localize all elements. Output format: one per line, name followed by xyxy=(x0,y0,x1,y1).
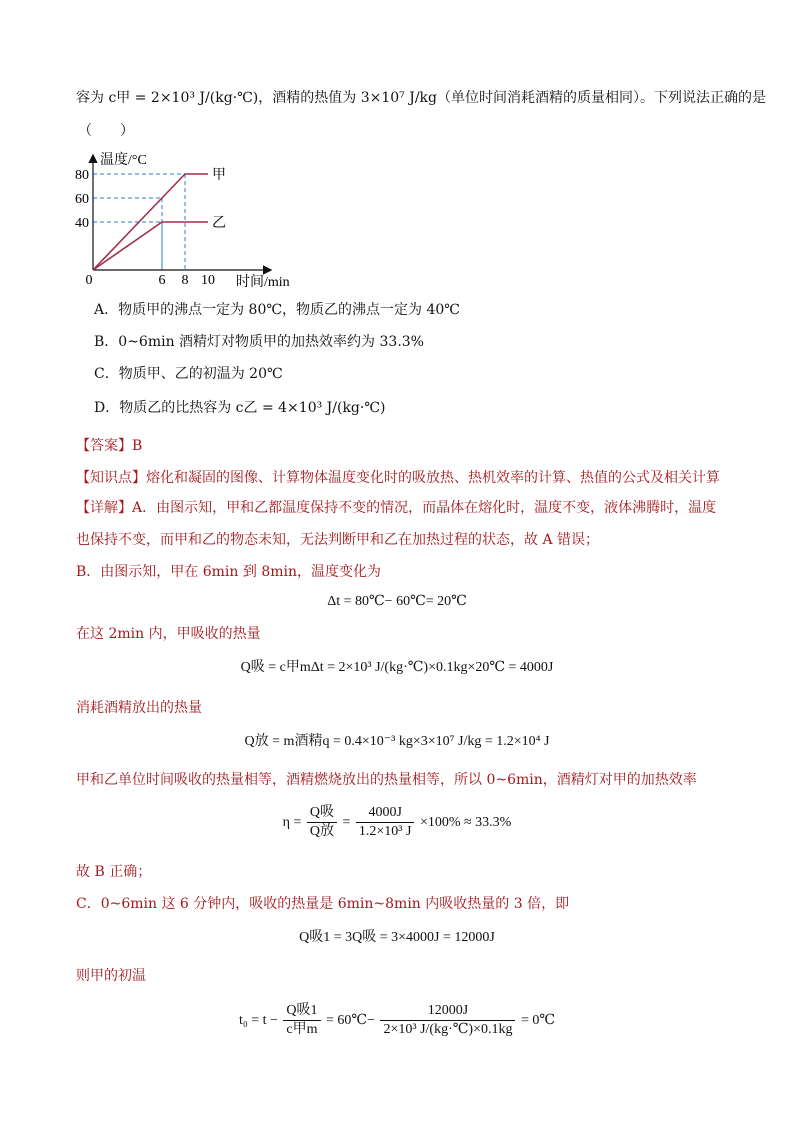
eta-fraction-1 xyxy=(307,804,337,841)
eta-rhs: ×100% ≈ 33.3% xyxy=(419,815,512,830)
formula-q1: Q吸1 = 3Q吸 = 3×4000J = 12000J xyxy=(299,930,495,945)
detail-line-a1 xyxy=(76,498,716,518)
y-tick-60: 60 xyxy=(75,192,89,207)
detail-b3: 消耗酒精放出的热量 xyxy=(76,700,202,716)
question-intro: 容为 c甲 = 2×10³ J/(kg·℃)，酒精的热值为 3×10⁷ J/kg（单位时间消耗酒精的质量相同）。下列说法正确的是 xyxy=(76,90,766,106)
y-tick-labels xyxy=(75,168,89,231)
t0-num2: 12000J xyxy=(380,1002,515,1021)
temperature-time-chart xyxy=(70,148,300,288)
knowledge-tag: 【知识点】 xyxy=(76,470,146,486)
detail-b4: 甲和乙单位时间吸收的热量相等，酒精燃烧放出的热量相等，所以 0~6min，酒精灯对甲的加热效率 xyxy=(76,772,697,788)
series-labels xyxy=(212,167,226,231)
t0-den1: c甲m xyxy=(286,1022,318,1038)
x-tick-0: 0 xyxy=(85,273,93,288)
series-line-1 xyxy=(93,222,208,270)
series-label-0: 甲 xyxy=(212,168,226,183)
answer-blank: （ ） xyxy=(78,123,134,139)
detail-c1: C．0~6min 这 6 分钟内，吸收的热量是 6min~8min 内吸收热量的 3 倍，即 xyxy=(76,896,570,912)
option-a[interactable]: A．物质甲的沸点一定为 80℃，物质乙的沸点一定为 40℃ xyxy=(94,302,460,318)
formula-initial-temp xyxy=(0,1002,794,1040)
t0-den2: 2×10³ J/(kg·℃)×0.1kg xyxy=(383,1022,513,1038)
eta-mid: = xyxy=(342,815,351,830)
t0-fraction-2 xyxy=(380,1002,515,1039)
x-tick-8: 8 xyxy=(181,273,189,288)
detail-a1: A．由图示知，甲和乙都温度保持不变的情况，而晶体在熔化时，温度不变，液体沸腾时，温度 xyxy=(132,500,717,516)
t0-fraction-1 xyxy=(283,1002,320,1039)
option-c[interactable]: C．物质甲、乙的初温为 20℃ xyxy=(94,366,283,382)
x-tick-6: 6 xyxy=(158,273,166,288)
t0-rhs: = 0℃ xyxy=(520,1013,556,1028)
eta-den1: Q放 xyxy=(309,824,334,840)
detail-a2: 也保持不变，而甲和乙的物态未知，无法判断甲和乙在加热过程的状态，故 A 错误； xyxy=(76,532,600,548)
knowledge-text: 熔化和凝固的图像、计算物体温度变化时的吸放热、热机效率的计算、热值的公式及相关计算 xyxy=(146,470,720,486)
answer-tag: 【答案】 xyxy=(76,438,132,454)
option-d[interactable]: D．物质乙的比热容为 c乙 = 4×10³ J/(kg·℃) xyxy=(94,400,386,416)
formula-efficiency xyxy=(0,804,794,842)
t0-lhs: t₀ = t − xyxy=(238,1013,278,1028)
t0-mid: = 60℃− xyxy=(326,1013,375,1028)
formula-delta-t: Δt = 80℃− 60℃= 20℃ xyxy=(327,594,467,609)
t0-num1: Q吸1 xyxy=(283,1002,320,1021)
answer-line xyxy=(76,436,142,456)
series-label-1: 乙 xyxy=(212,216,226,231)
detail-c2: 则甲的初温 xyxy=(76,968,146,984)
y-axis-label: 温度/°C xyxy=(100,153,147,168)
detail-b1: B．由图示知，甲在 6min 到 8min，温度变化为 xyxy=(76,564,381,580)
formula-q-absorbed: Q吸 = c甲mΔt = 2×10³ J/(kg·℃)×0.1kg×20℃ = 4000J xyxy=(240,660,554,675)
eta-num2: 4000J xyxy=(356,804,415,823)
formula-q-released: Q放 = m酒精q = 0.4×10⁻³ kg×3×10⁷ J/kg = 1.2×10⁴ J xyxy=(244,734,550,749)
eta-lhs: η = xyxy=(282,815,302,830)
answer-value: B xyxy=(132,438,143,454)
detail-b5: 故 B 正确； xyxy=(76,864,152,880)
x-tick-10: 10 xyxy=(201,273,215,288)
y-tick-40: 40 xyxy=(75,216,89,231)
eta-num1: Q吸 xyxy=(307,804,337,823)
x-tick-labels xyxy=(86,273,216,288)
detail-b2: 在这 2min 内，甲吸收的热量 xyxy=(76,626,261,642)
knowledge-line xyxy=(76,468,720,488)
x-axis-label: 时间/min xyxy=(236,275,290,288)
y-tick-80: 80 xyxy=(75,168,89,183)
option-b[interactable]: B．0~6min 酒精灯对物质甲的加热效率约为 33.3% xyxy=(94,334,424,350)
detail-tag: 【详解】 xyxy=(76,500,132,516)
eta-den2: 1.2×10³ J xyxy=(358,824,412,840)
eta-fraction-2 xyxy=(356,804,415,841)
